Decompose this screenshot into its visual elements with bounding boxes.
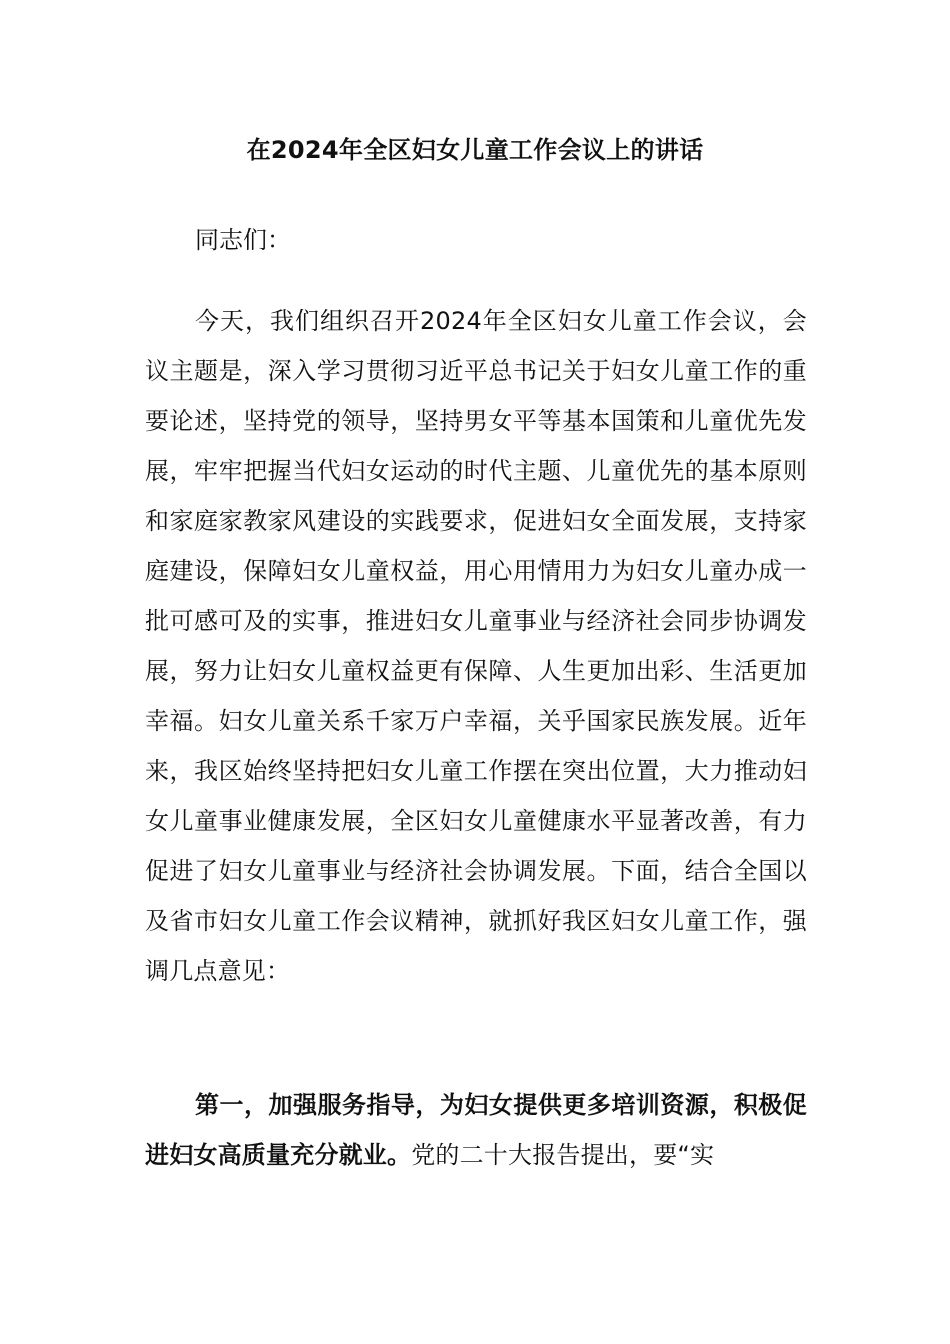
paragraph-first-point <box>145 1080 807 1180</box>
paragraph-intro: 今天，我们组织召开2024年全区妇女儿童工作会议，会议主题是，深入学习贯彻习近平总书记关于妇女儿童工作的重要论述，坚持党的领导，坚持男女平等基本国策和儿童优先发展，牢牢把握当代妇女运动的时代主题、儿童优先的基本原则和家庭家教家风建设的实践要求，促进妇女全面发展，支持家庭建设，保障妇女儿童权益，用心用情用力为妇女儿童办成一批可感可及的实事，推进妇女儿童事业与经济社会同步协调发展，努力让妇女儿童权益更有保障、人生更加出彩、生活更加幸福。妇女儿童关系千家万户幸福，关乎国家民族发展。近年来，我区始终坚持把妇女儿童工作摆在突出位置，大力推动妇女儿童事业健康发展，全区妇女儿童健康水平显著改善，有力促进了妇女儿童事业与经济社会协调发展。下面，结合全国以及省市妇女儿童工作会议精神，就抓好我区妇女儿童工作，强调几点意见： <box>145 307 807 985</box>
salutation: 同志们： <box>195 226 291 254</box>
first-point-heading: 第一，加强服务指导，为妇女提供更多培训资源，积极促进妇女高质量充分就业。 <box>145 1091 807 1169</box>
document-title: 在2024年全区妇女儿童工作会议上的讲话 <box>246 136 704 164</box>
first-point-text: 党的二十大报告提出，要“实 <box>411 1141 715 1169</box>
